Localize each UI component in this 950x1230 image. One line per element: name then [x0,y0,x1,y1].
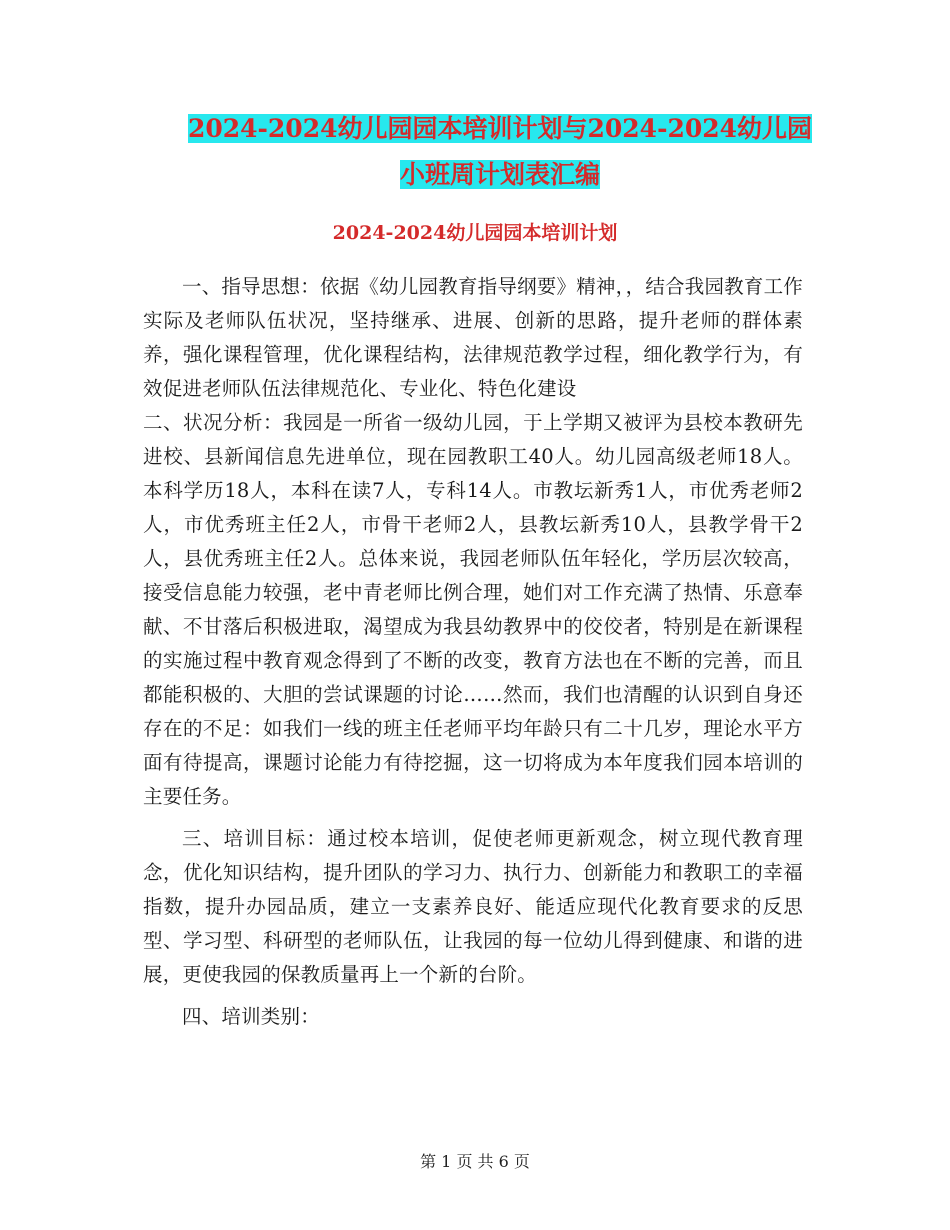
paragraph-training-goals: 三、培训目标：通过校本培训，促使老师更新观念，树立现代教育理念，优化知识结构，提升团队的学习力、执行力、创新能力和教职工的幸福指数，提升办园品质，建立一支素养良好、能适应现代化教育要求的反思型、学习型、科研型的老师队伍，让我园的每一位幼儿得到健康、和谐的进展，更使我园的保教质量再上一个新的台阶。 [143,827,803,986]
document-title-text: 2024-2024幼儿园园本培训计划与2024-2024幼儿园小班周计划表汇编 [187,114,813,189]
document-body [143,270,803,1034]
page-footer: 第 1 页 共 6 页 [420,1152,530,1171]
paragraph-situation-analysis: 二、状况分析：我园是一所省一级幼儿园，于上学期又被评为县校本教研先进校、县新闻信息先进单位，现在园教职工40人。幼儿园高级老师18人。本科学历18人，本科在读7人，专科14人。市教坛新秀1人，市优秀老师2人，市优秀班主任2人，市骨干老师2人，县教坛新秀10人，县教学骨干2人，县优秀班主任2人。总体来说，我园老师队伍年轻化，学历层次较高，接受信息能力较强，老中青老师比例合理，她们对工作充满了热情、乐意奉献、不甘落后积极进取，渴望成为我县幼教界中的佼佼者，特别是在新课程的实施过程中教育观念得到了不断的改变，教育方法也在不断的完善，而且都能积极的、大胆的尝试课题的讨论……然而，我们也清醒的认识到自身还存在的不足：如我们一线的班主任老师平均年龄只有二十几岁，理论水平方面有待提高，课题讨论能力有待挖掘，这一切将成为本年度我们园本培训的主要任务。 [143,411,803,808]
document-title [180,106,820,198]
paragraph-guiding-ideology: 一、指导思想：依据《幼儿园教育指导纲要》精神，，结合我园教育工作实际及老师队伍状况，坚持继承、进展、创新的思路，提升老师的群体素养，强化课程管理，优化课程结构，法律规范教学过程，细化教学行为，有效促进老师队伍法律规范化、专业化、特色化建设 [143,275,803,400]
paragraph-training-categories: 四、培训类别： [182,1005,320,1028]
section-title: 2024-2024幼儿园园本培训计划 [332,222,618,244]
